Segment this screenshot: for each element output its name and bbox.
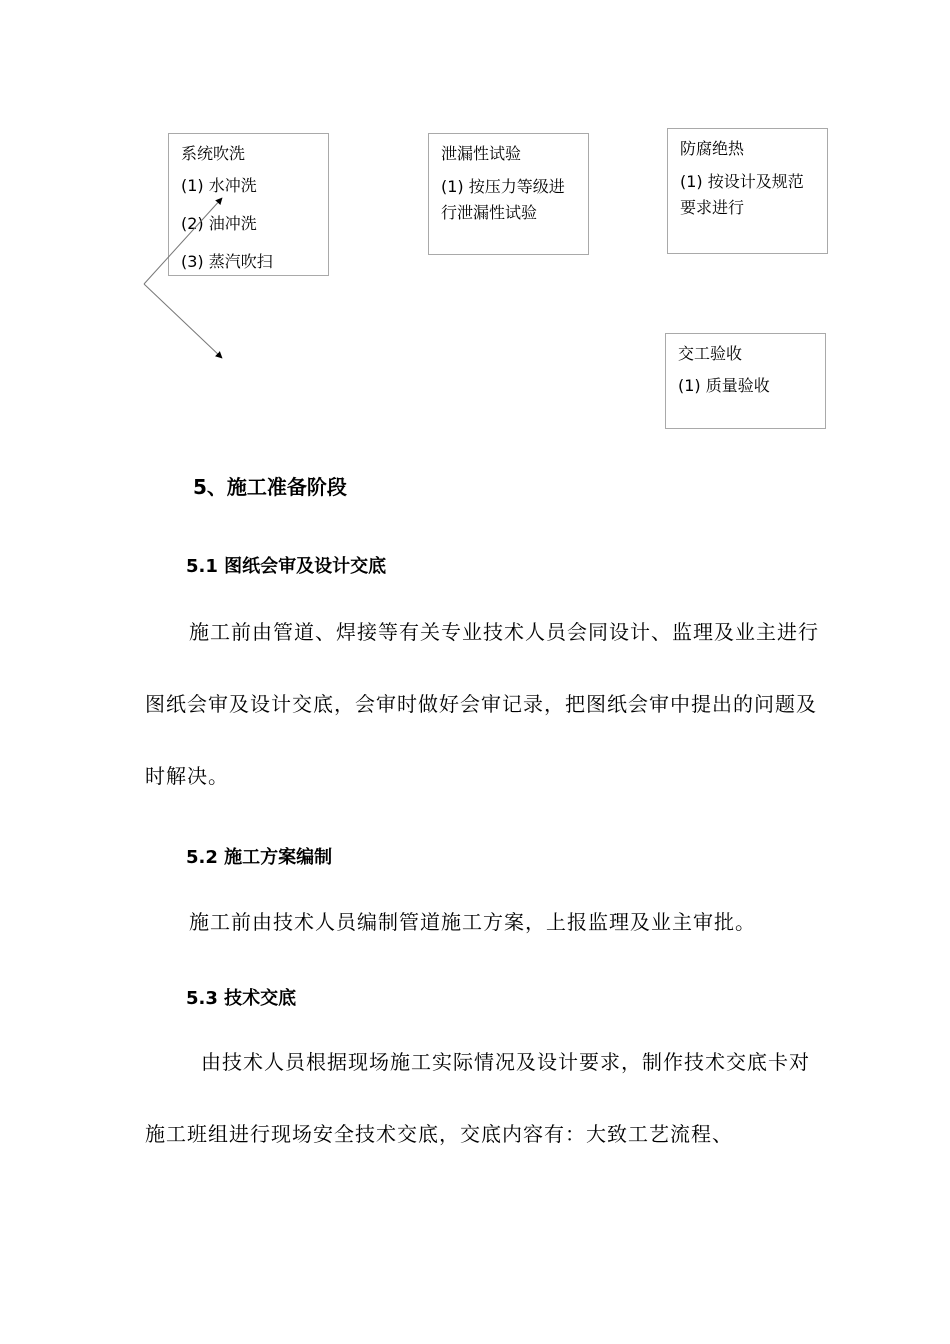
flow-box-item: (1) 按压力等级进行泄漏性试验 xyxy=(441,177,565,222)
flow-box-title: 系统吹洗 xyxy=(181,144,246,163)
paragraph-5-3: 由技术人员根据现场施工实际情况及设计要求，制作技术交底卡对施工班组进行现场安全技术交底，交底内容有：大致工艺流程、 xyxy=(145,1050,810,1146)
paragraph-5-2: 施工前由技术人员编制管道施工方案，上报监理及业主审批。 xyxy=(189,910,756,934)
flow-box-item: (1) 质量验收 xyxy=(678,376,770,395)
flow-box-item: (1) 按设计及规范要求进行 xyxy=(680,172,804,217)
subsection-heading-5-1: 5.1 图纸会审及设计交底 xyxy=(186,556,387,577)
flow-box-item: (3) 蒸汽吹扫 xyxy=(181,252,273,271)
flow-box-title: 泄漏性试验 xyxy=(441,144,522,163)
flow-box-title: 防腐绝热 xyxy=(680,139,745,158)
arrow-up-line xyxy=(144,198,222,284)
section-heading: 5、施工准备阶段 xyxy=(193,475,347,499)
arrow-down-line xyxy=(144,284,222,358)
flow-box-item: (1) 水冲洗 xyxy=(181,176,257,195)
flow-box-item: (2) 油冲洗 xyxy=(181,214,257,233)
flow-box-title: 交工验收 xyxy=(678,344,743,363)
subsection-heading-5-3: 5.3 技术交底 xyxy=(186,988,297,1009)
paragraph-5-1: 施工前由管道、焊接等有关专业技术人员会同设计、监理及业主进行图纸会审及设计交底，会审时做好会审记录，把图纸会审中提出的问题及时解决。 xyxy=(145,620,819,788)
subsection-heading-5-2: 5.2 施工方案编制 xyxy=(186,847,333,868)
